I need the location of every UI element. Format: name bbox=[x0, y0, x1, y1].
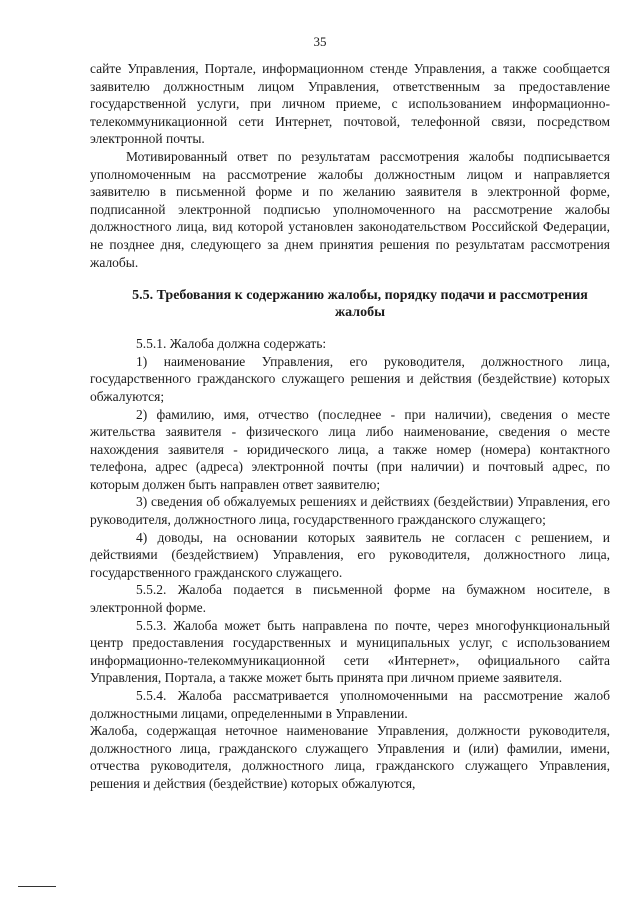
paragraph: 5.5.1. Жалоба должна содержать: bbox=[136, 336, 327, 352]
list-item: 2) фамилию, имя, отчество (последнее - при наличии), сведения о месте жительства заявителя - физического лица либо наименование, сведения о месте нахождения заявителя - юридического лица, а также номер (номера) контактного телефона, адрес (адреса) электронной почты (при наличии) и почтовый адрес, по которым должен быть направлен ответ заявителю; bbox=[90, 406, 610, 492]
list-item: 4) доводы, на основании которых заявитель не согласен с решением, и действиями (бездействием) Управления, его руководителя, должностного лица, государственного гражданского служащего. bbox=[90, 529, 610, 580]
footnote-rule bbox=[18, 886, 56, 887]
list-item: 1) наименование Управления, его руководителя, должностного лица, государственного гражданского служащего решения и действия (бездействие) которых обжалуются; bbox=[90, 353, 610, 404]
page-number: 35 bbox=[313, 34, 327, 49]
paragraph: 5.5.4. Жалоба рассматривается уполномоченными на рассмотрение жалоб должностными лицами, определенными в Управлении. bbox=[90, 688, 610, 721]
section-heading: 5.5. Требования к содержанию жалобы, порядку подачи и рассмотрения жалобы bbox=[132, 288, 588, 321]
paragraph: Жалоба, содержащая неточное наименование Управления, должности руководителя, должностного лица, гражданского служащего Управления и (или) фамилии, имени, отчества руководителя, должностного лица, гражданского служащего Управления, решения и действия (бездействие) которых обжалуются, bbox=[90, 723, 610, 791]
document-body bbox=[90, 60, 610, 793]
paragraph: Мотивированный ответ по результатам рассмотрения жалобы подписывается уполномоченным на рассмотрение жалобы должностным лицом и направляется заявителю в письменной форме и по желанию заявителя в электронной форме, подписанной электронной подписью уполномоченного на рассмотрение жалобы должностного лица, вид которой установлен законодательством Российской Федерации, не позднее дня, следующего за днем принятия решения по результатам рассмотрения жалобы. bbox=[90, 148, 610, 270]
paragraph: 5.5.3. Жалоба может быть направлена по почте, через многофункциональный центр предоставления государственных и муниципальных услуг, с использованием информационно-телекоммуникационной сети «Интернет», официального сайта Управления, Портала, а также может быть принята при личном приеме заявителя. bbox=[90, 617, 610, 686]
list-item: 3) сведения об обжалуемых решениях и действиях (бездействии) Управления, его руководителя, должностного лица, государственного гражданского служащего; bbox=[90, 494, 610, 528]
paragraph: 5.5.2. Жалоба подается в письменной форме на бумажном носителе, в электронной форме. bbox=[90, 582, 610, 616]
paragraph: сайте Управления, Портале, информационном стенде Управления, а также сообщается заявителю должностным лицом Управления, ответственным за предоставление государственной услуги, при личном приеме, с использованием информационно-телекоммуникационной сети Интернет, почтовой, телефонной связи, посредством электронной почты. bbox=[90, 61, 610, 147]
